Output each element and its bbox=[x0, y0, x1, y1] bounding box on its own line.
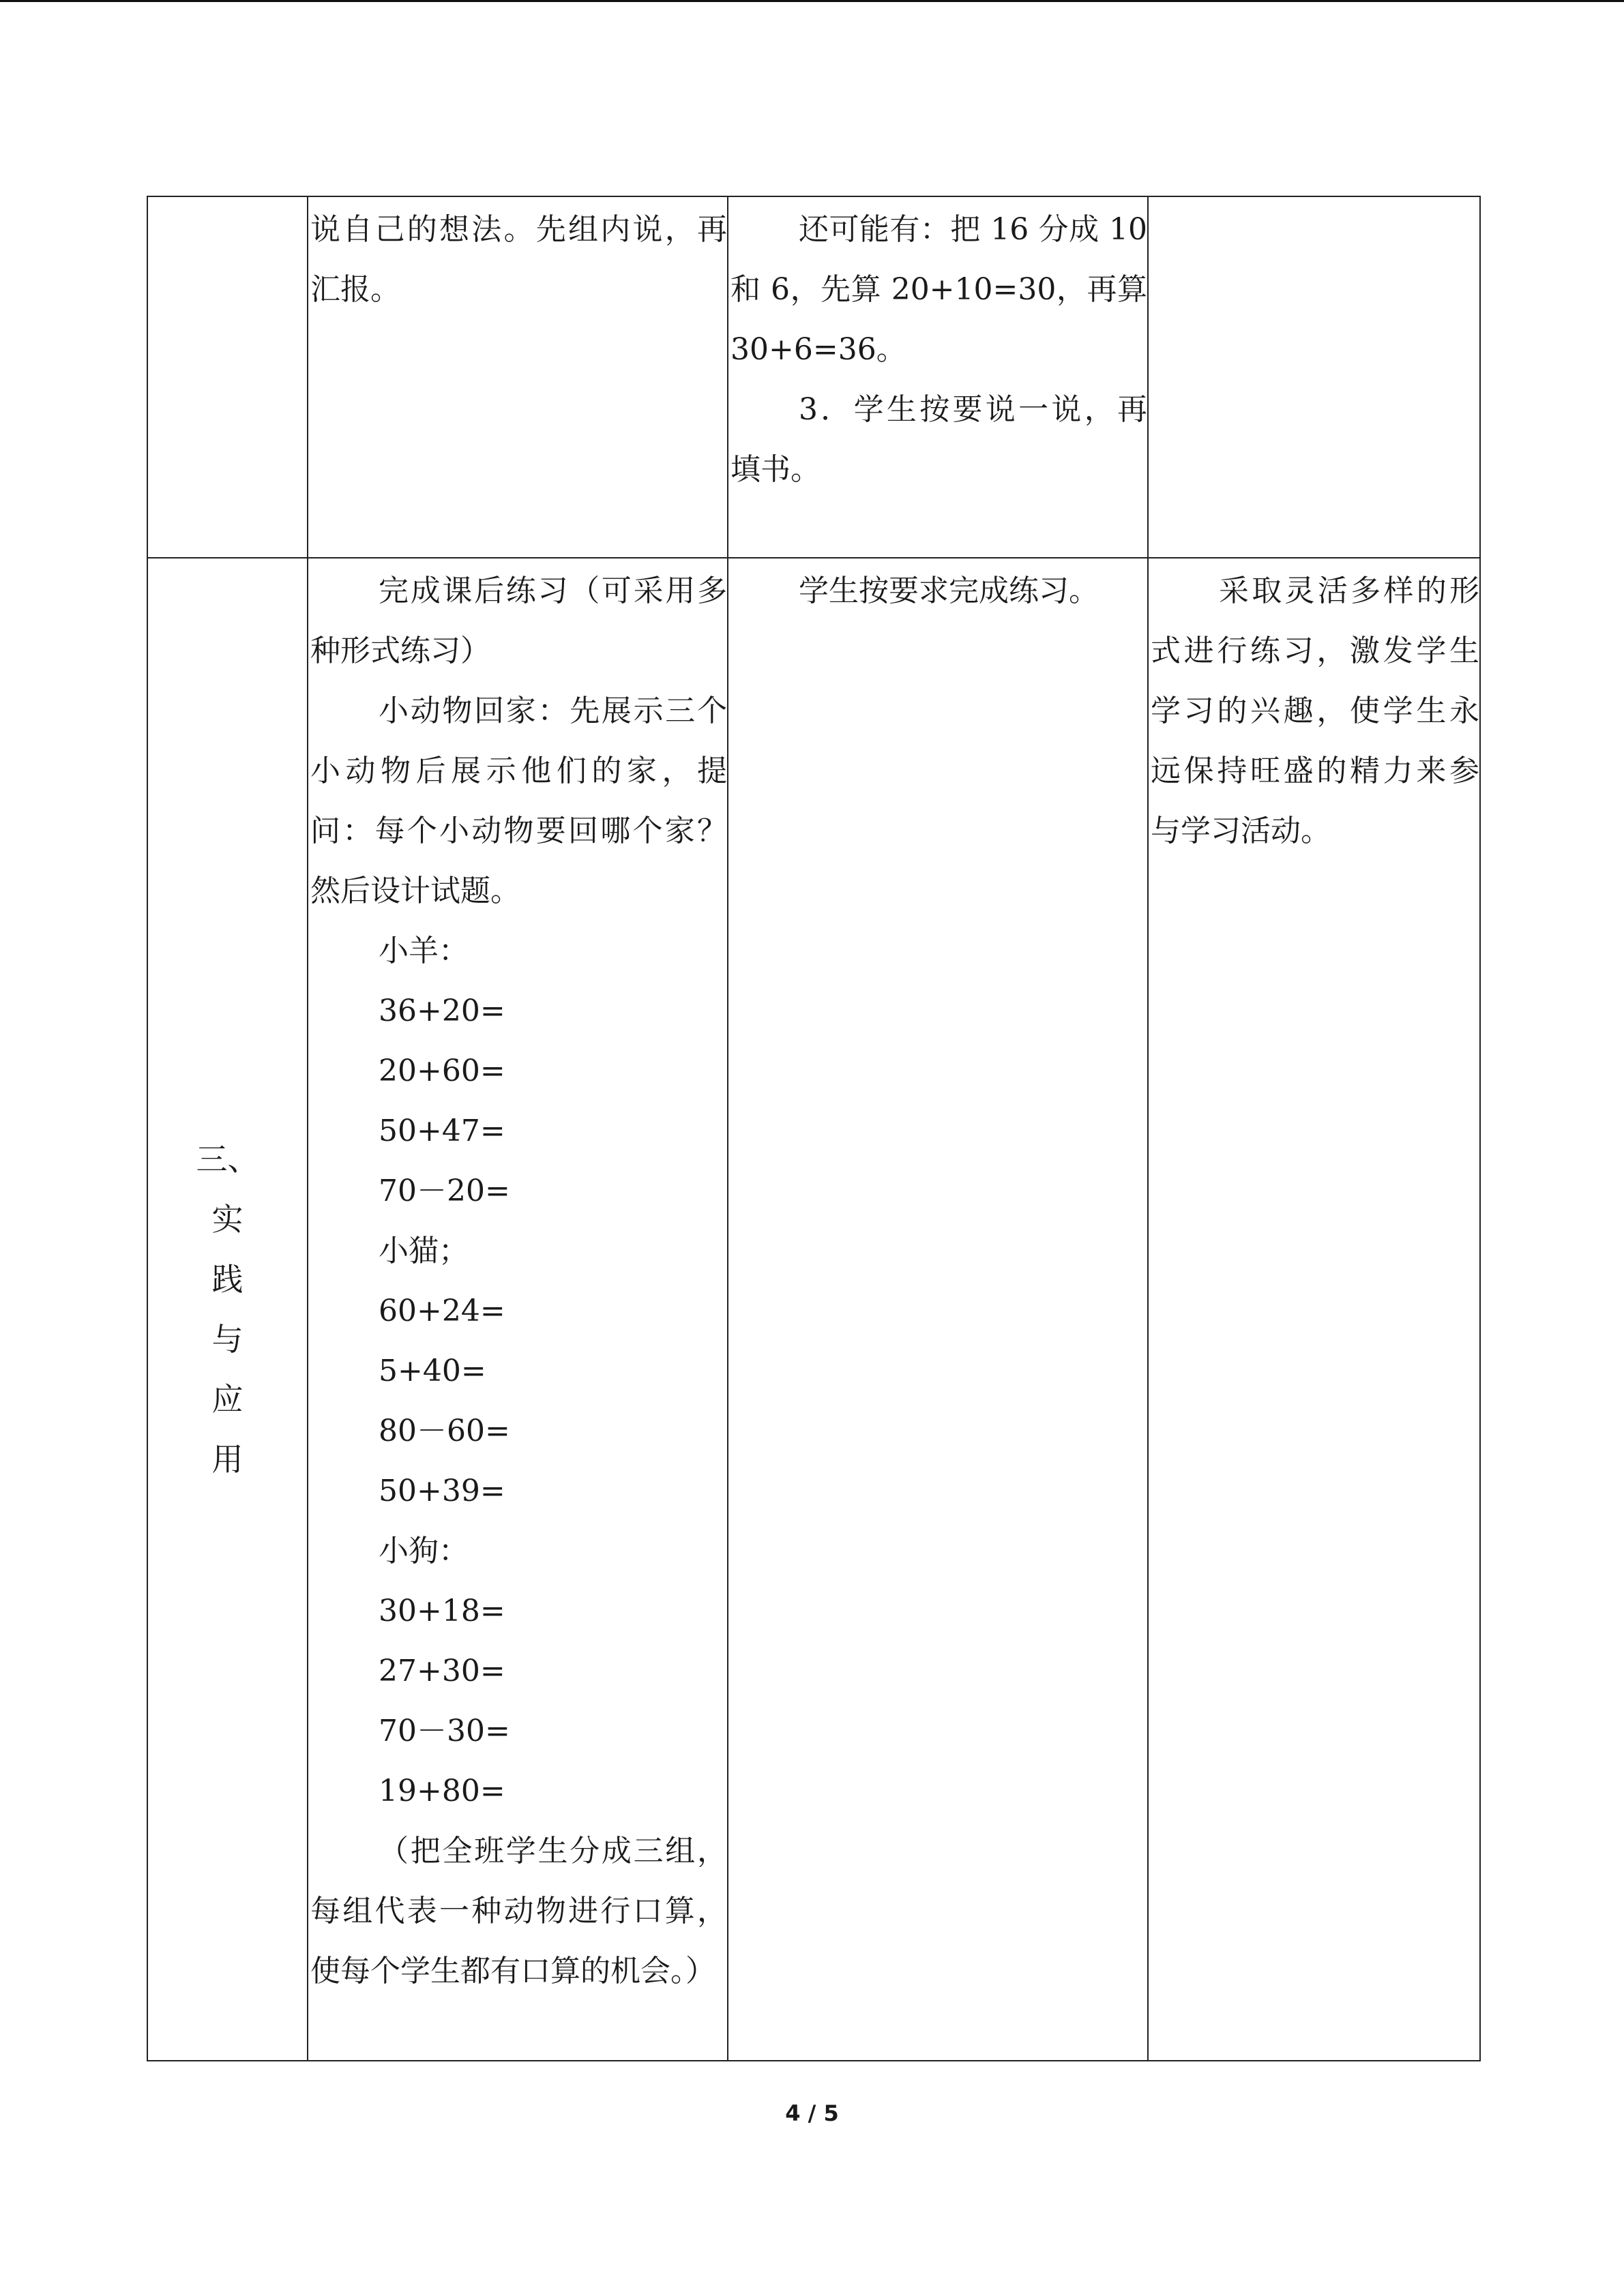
equation: 60+24= bbox=[379, 1294, 505, 1328]
equation: 36+20= bbox=[379, 994, 505, 1028]
animal-label: 小猫； bbox=[379, 1234, 469, 1268]
animal-label: 小狗： bbox=[379, 1534, 469, 1568]
equation: 50+39= bbox=[379, 1474, 505, 1508]
equation: 80－60= bbox=[379, 1414, 510, 1448]
table-row bbox=[147, 558, 1480, 2061]
top-border-line bbox=[0, 0, 1624, 2]
student-activity-text: 学生按要求完成练习。 bbox=[799, 573, 1099, 608]
student-activity-cell bbox=[728, 196, 1148, 558]
equation: 30+18= bbox=[379, 1594, 505, 1628]
lesson-plan-table bbox=[147, 196, 1481, 2061]
equation: 19+80= bbox=[379, 1774, 505, 1808]
teacher-activity-cell bbox=[308, 196, 728, 558]
page-number: 4 / 5 bbox=[785, 2100, 839, 2126]
design-intent-cell bbox=[1148, 558, 1480, 2061]
section-cell bbox=[147, 558, 308, 2061]
student-activity-text: 还可能有：把 16 分成 10 和 6，先算 20+10=30，再算 30+6=36。 bbox=[730, 212, 1147, 367]
table-row bbox=[147, 196, 1480, 558]
design-intent-text: 采取灵活多样的形式进行练习，激发学生学习的兴趣，使学生永远保持旺盛的精力来参与学习活动。 bbox=[1151, 573, 1479, 848]
teacher-activity-text: （把全班学生分成三组，每组代表一种动物进行口算，使每个学生都有口算的机会。） bbox=[310, 1834, 727, 1988]
student-activity-cell bbox=[728, 558, 1148, 2061]
equation: 27+30= bbox=[379, 1654, 505, 1688]
equation: 50+47= bbox=[379, 1114, 505, 1148]
teacher-activity-cell bbox=[308, 558, 728, 2061]
section-cell bbox=[147, 196, 308, 558]
design-intent-cell bbox=[1148, 196, 1480, 558]
section-title: 三、 实 践 与 应 用 bbox=[196, 1141, 259, 1478]
teacher-activity-text: 说自己的想法。先组内说，再汇报。 bbox=[310, 212, 727, 307]
equation: 5+40= bbox=[379, 1354, 486, 1388]
teacher-activity-text: 完成课后练习（可采用多种形式练习） bbox=[310, 573, 727, 668]
student-activity-text: 3．学生按要说一说，再填书。 bbox=[730, 392, 1147, 487]
equation: 70－30= bbox=[379, 1714, 510, 1748]
animal-label: 小羊： bbox=[379, 934, 469, 968]
equation: 20+60= bbox=[379, 1054, 505, 1088]
teacher-activity-text: 小动物回家：先展示三个小动物后展示他们的家，提问：每个小动物要回哪个家？然后设计试题。 bbox=[310, 694, 727, 908]
equation: 70－20= bbox=[379, 1174, 510, 1208]
